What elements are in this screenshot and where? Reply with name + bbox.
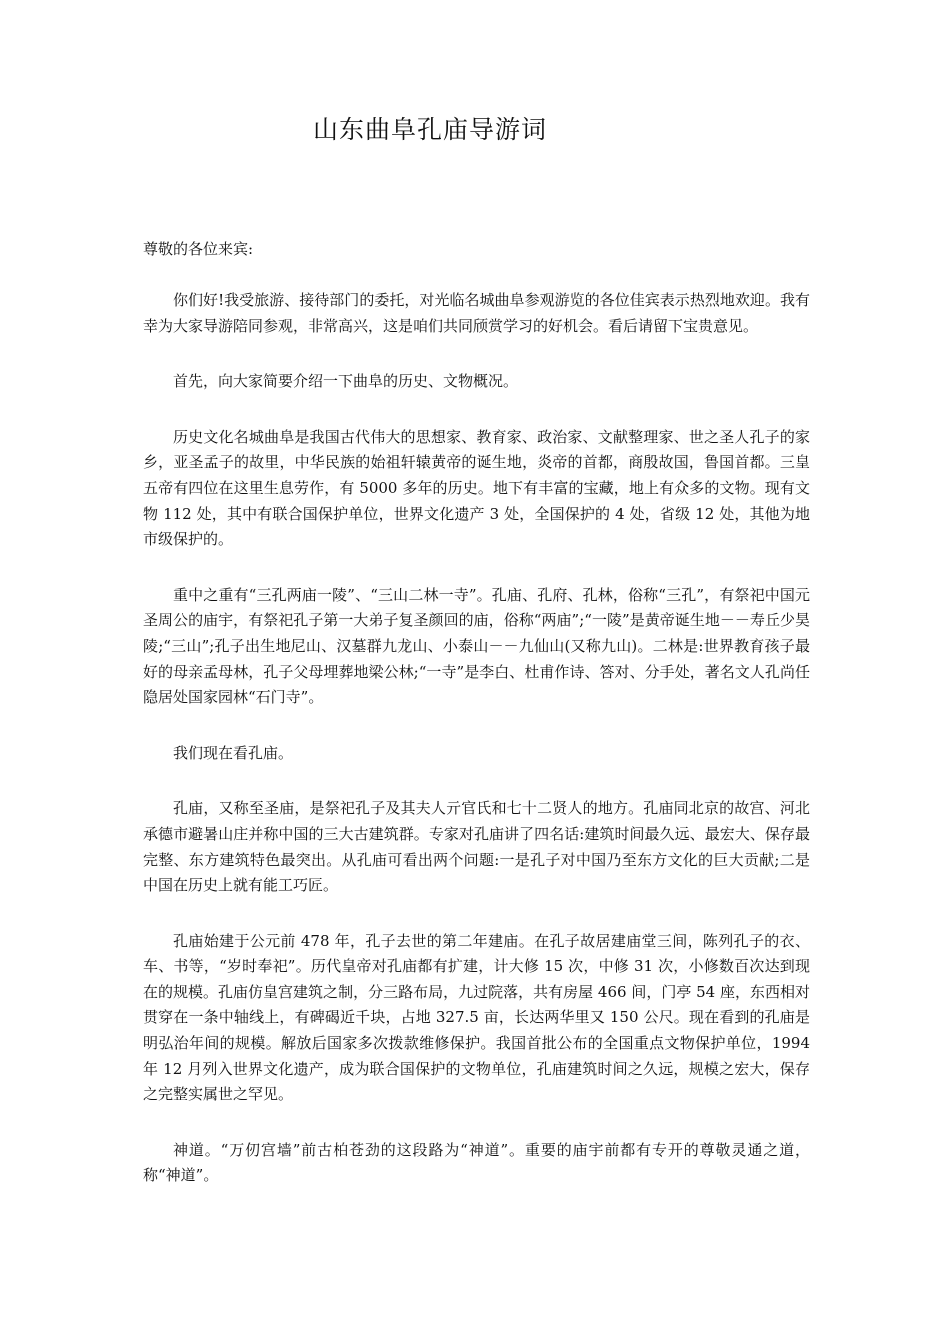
paragraph-temple-history: 孔庙始建于公元前 478 年，孔子去世的第二年建庙。在孔子故居建庙堂三间，陈列孔子的衣、车、书等，“岁时奉祀”。历代皇帝对孔庙都有扩建，计大修 15 次，中修 31 次，小修数百次达到现在的规模。孔庙仿皇宫建筑之制，分三路布局，九过院落，共有房屋 466 间，门亭 54 座，东西相对贯穿在一条中轴线上，有碑碣近千块，占地 327.5 亩，长达两华里又 150 公尺。现在看到的孔庙是明弘治年间的规模。解放后国家多次拨款维修保护。我国首批公布的全国重点文物保护单位，1994 年 12 月列入世界文化遗产，成为联合国保护的文物单位，孔庙建筑时间之久远，规模之宏大，保存之完整实属世之罕见。 — [143, 931, 810, 1104]
paragraph-welcome: 你们好!我受旅游、接待部门的委托，对光临名城曲阜参观游览的各位佳宾表示热烈地欢迎。我有幸为大家导游陪同参观，非常高兴，这是咱们共同颀赏学习的好机会。看后请留下宝贵意见。 — [143, 291, 810, 335]
paragraph-spirit-way: 神道。“万仞宫墙”前古柏苍劲的这段路为“神道”。重要的庙宇前都有专开的尊敬灵通之道，称“神道”。 — [143, 1140, 810, 1185]
paragraph-intro: 首先，向大家简要介绍一下曲阜的历史、文物概况。 — [173, 372, 519, 391]
paragraph-history: 历史文化名城曲阜是我国古代伟大的思想家、教育家、政治家、文献整理家、世之圣人孔子的家乡，亚圣孟子的故里，中华民族的始祖轩辕黄帝的诞生地，炎帝的首都，商殷故国，鲁国首都。三皇五帝有四位在这里生息劳作，有 5000 多年的历史。地下有丰富的宝藏，地上有众多的文物。现有文物 112 处，其中有联合国保护单位，世界文化遗产 3 处，全国保护的 4 处，省级 12 处，其他为地市级保护的。 — [143, 427, 810, 549]
paragraph-now-viewing: 我们现在看孔庙。 — [173, 743, 294, 762]
paragraph-highlights: 重中之重有“三孔两庙一陵”、“三山二林一寺”。孔庙、孔府、孔林，俗称“三孔”，有祭祀中国元圣周公的庙宇，有祭祀孔子第一大弟子复圣颜回的庙，俗称“两庙”;“一陵”是黄帝诞生地－－寿丘少昊陵;“三山”;孔子出生地尼山、汉墓群九龙山、小泰山－－九仙山(又称九山)。二林是:世界教育孩子最好的母亲孟母林，孔子父母埋葬地梁公林;“一寺”是李白、杜甫作诗、答对、分手处，著名文人孔尚任隐居处国家园林“石门寺”。 — [143, 585, 810, 707]
document-body — [143, 236, 810, 1203]
document-title: 山东曲阜孔庙导游词 — [312, 115, 547, 144]
salutation: 尊敬的各位来宾: — [143, 240, 254, 258]
paragraph-temple-overview: 孔庙，又称至圣庙，是祭祀孔子及其夫人亓官氏和七十二贤人的地方。孔庙同北京的故宫、河北承德市避暑山庄并称中国的三大古建筑群。专家对孔庙讲了四名话:建筑时间最久远、最宏大、保存最完整、东方建筑特色最突出。从孔庙可看出两个问题:一是孔子对中国乃至东方文化的巨大贡献;二是中国在历史上就有能工巧匠。 — [143, 799, 810, 895]
